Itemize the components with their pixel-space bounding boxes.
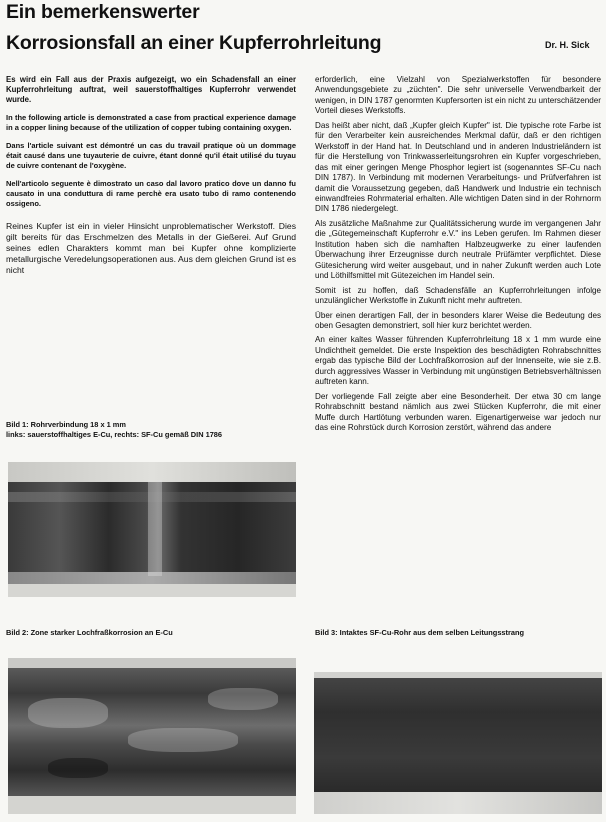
figure2-photo-pitting-corrosion <box>8 658 296 814</box>
left-body-paragraph: Reines Kupfer ist ein in vieler Hinsicht unproblematischer Werkstoff. Dies gilt bereits für das Erschmelzen des Metalls in der Gießerei. Auf Grund seines edlen Charakters kommt man bei Kupfer ohne komplizierte metallurgische Veredelungsoperationen aus. Aus dem gleichen Grund ist es nicht <box>6 221 296 276</box>
summary-french: Dans l'article suivant est démontré un cas du travail pratique où un dommage était causé dans une tuyauterie de cuivre, étant donné qu'il était utilisé du tuyau de cuivre contenant de l'oxygène. <box>6 141 296 170</box>
summary-german: Es wird ein Fall aus der Praxis aufgezeigt, wo ein Schadensfall an einer Kupferrohrleitung auftrat, weil sauerstoffhaltiges Kupferrohr verwendet wurde. <box>6 75 296 104</box>
body-paragraph-3: Als zusätzliche Maßnahme zur Qualitätssicherung wurde im vergangenen Jahr die „Gütegemeinschaft Kupferrohr e.V." ins Leben gerufen. Im Rahmen dieser Institution haben sich die namhaften Halbzeugwerke zu einer laufenden Überwachung ihrer Erzeugnisse durch neutrale Prüfämter verpflichtet. Diese Gütesicherung wird weiter ausgebaut, und in naher Zukunft werden auch Lote und Löthilfsmittel mit Gütezeichen im Handel sein. <box>315 218 601 281</box>
body-paragraph-2: Das heißt aber nicht, daß „Kupfer gleich Kupfer" ist. Die typische rote Farbe ist für den Verarbeiter kein ausreichendes Merkmal dafür, daß er den richtigen Werkstoff in der Hand hat. In Deutschland und in anderen Industrieländern ist für die Herstellung von Trinkwasserleitungsrohren ein Kupfer vorgeschrieben, das mit einer geringen Menge Phosphor legiert ist (sogenanntes SF-Cu nach DIN 1787). In Verbindung mit modernen Verarbeitungs- und Prüfverfahren ist damit die Voraussetzung gegeben, daß Handwerk und Industrie ein technisch einwandfreies Rohrmaterial erhalten. Alle wichtigen Daten sind in der Rohrnorm DIN 1786 niedergelegt. <box>315 120 601 214</box>
body-paragraph-1: erforderlich, eine Vielzahl von Spezialwerkstoffen für besondere Anwendungsgebiete zu „züchten". Die sehr universelle Verwendbarkeit der wenigen, in DIN 1787 genormten Kupfersorten ist ein nicht zu unterschätzender Vorteil dieses Werkstoffs. <box>315 75 601 116</box>
figure1-caption <box>6 420 296 439</box>
article-title-line2: Korrosionsfall an einer Kupferrohrleitung <box>6 32 382 54</box>
figure3-photo-intact-pipe <box>314 672 602 814</box>
figure1-photo-pipe-joint <box>8 462 296 597</box>
article-title-line1: Ein bemerkenswerter <box>6 1 200 23</box>
body-paragraph-5: Über einen derartigen Fall, der in besonders klarer Weise die Bedeutung des oben Gesagten demonstriert, soll hier kurz berichtet werden. <box>315 310 601 330</box>
figure1-caption-line1: Bild 1: Rohrverbindung 18 x 1 mm <box>6 420 126 429</box>
summary-english: In the following article is demonstrated a case from practical experience damage in a copper lining because of the utilization of copper tubing containing oxygen. <box>6 113 296 132</box>
right-column <box>315 75 601 438</box>
body-paragraph-6: An einer kaltes Wasser führenden Kupferrohrleitung 18 x 1 mm wurde eine Undichtheit gemeldet. Die erste Inspektion des beschädigten Rohrabschnittes ergab das typische Bild der Lochfraßkorrosion auf der Innenseite, wie sie z.B. durch aggressives Wasser in Verbindung mit ungünstigen Betriebsverhältnissen auftreten kann. <box>315 335 601 387</box>
figure2-caption: Bild 2: Zone starker Lochfraßkorrosion an E-Cu <box>6 628 173 637</box>
figure1-caption-line2: links: sauerstoffhaltiges E-Cu, rechts: SF-Cu gemäß DIN 1786 <box>6 429 223 439</box>
body-paragraph-7: Der vorliegende Fall zeigte aber eine Besonderheit. Der etwa 30 cm lange Rohrabschnitt bestand nämlich aus zwei Stücken Kupferrohr, die mit einer Muffe durch Hartlötung verbunden waren. Eigenartigerweise war jedoch nur das eine Rohrstück durch Korrosion zerstört, während das andere <box>315 391 601 433</box>
body-paragraph-4: Somit ist zu hoffen, daß Schadensfälle an Kupferrohrleitungen infolge unzulänglicher Werkstoffe in Zukunft nicht mehr auftreten. <box>315 285 601 306</box>
left-column <box>6 75 296 280</box>
author-name: Dr. H. Sick <box>545 40 590 50</box>
figure3-caption: Bild 3: Intaktes SF-Cu-Rohr aus dem selben Leitungsstrang <box>315 628 525 637</box>
summary-italian: Nell'articolo seguente è dimostrato un caso dal lavoro pratico dove un danno fu causato in una conduttura di rame perchè era usato tubo di ramo contenendo ossigeno. <box>6 179 296 208</box>
